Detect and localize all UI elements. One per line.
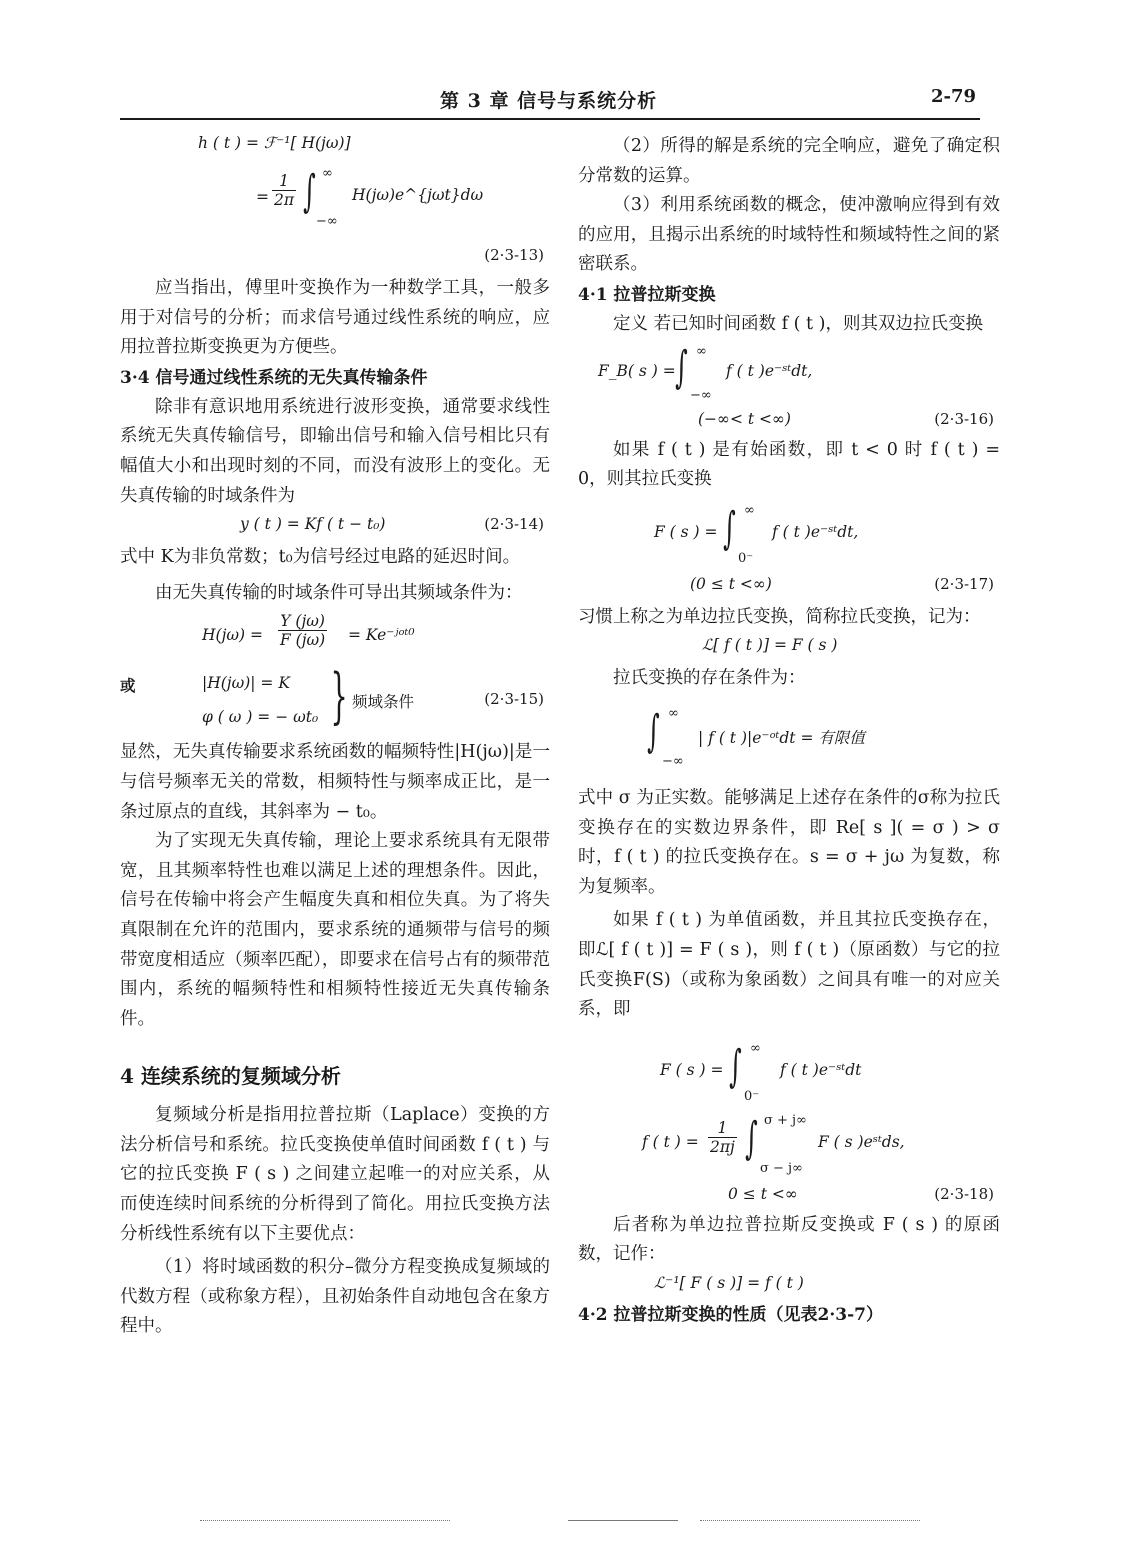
equation-2-3-15: 或 |H(jω)| = K φ ( ω ) = − ωt₀ } 频域条件 (2·3-15)	[120, 661, 544, 732]
equation-frequency-response: H(jω) = $\frac{Y (j\omega)}{F (j\omega)}$ = Ke⁻ʲᵒᵗ⁰	[202, 612, 415, 650]
left-column	[120, 132, 550, 1342]
paragraph: 定义 若已知时间函数 f ( t )，则其双边拉氏变换	[613, 313, 983, 334]
paragraph: 如果 f ( t ) 为单值函数，并且其拉氏变换存在，即ℒ[ f ( t )] = F ( s )，则 f ( t )（原函数）与它的拉氏变换F(S)（或称为象函数）之间具有唯一的对应关系，即	[578, 910, 1000, 1020]
section-heading-4-1: 4·1 拉普拉斯变换	[578, 284, 716, 305]
paragraph: 应当指出，傅里叶变换作为一种数学工具，一般多用于对信号的分析；而求信号通过线性系统的响应，应用拉普拉斯变换更为方便些。	[120, 278, 550, 358]
page-number: 2-79	[930, 86, 976, 107]
scan-artifact-line	[568, 1520, 678, 1521]
paragraph: 后者称为单边拉普拉斯反变换或 F ( s ) 的原函数，记作：	[578, 1214, 1000, 1265]
section-heading-4: 4 连续系统的复频域分析	[120, 1064, 341, 1089]
equation-2-3-17: F ( s ) = ∫ ∞ 0⁻ f ( t )e⁻ˢᵗdt, (0 ≤ t <∞) (2·3-17)	[654, 502, 994, 593]
equation-laplace-notation: ℒ[ f ( t )] = F ( s )	[702, 636, 838, 655]
equation-2-3-14: y ( t ) = Kf ( t − t₀) (2·3-14)	[240, 515, 544, 534]
page-header	[120, 84, 980, 120]
paragraph: 由无失真传输的时域条件可导出其频域条件为：	[155, 582, 523, 603]
paragraph: 式中 σ 为正实数。能够满足上述存在条件的σ称为拉氏变换存在的实数边界条件，即 Re[ s ]( = σ ) > σ 时，f ( t ) 的拉氏变换存在。s = σ + jω 为复数，称为复频率。	[578, 787, 1000, 897]
paragraph: 显然，无失真传输要求系统函数的幅频特性|H(jω)|是一与信号频率无关的常数，相频特性与频率成正比，是一条过原点的直线，其斜率为 − t₀。	[120, 742, 550, 822]
scan-artifact-line	[700, 1520, 920, 1521]
paragraph: （1）将时域函数的积分–微分方程变换成复频域的代数方程（或称象方程），且初始条件自动地包含在象方程中。	[120, 1257, 550, 1337]
equation-inverse-laplace: ℒ⁻¹[ F ( s )] = f ( t )	[654, 1273, 804, 1292]
scan-artifact-line	[200, 1520, 450, 1521]
paragraph: （3）利用系统函数的概念，使冲激响应得到有效的应用，且揭示出系统的时域特性和频域特性之间的紧密联系。	[578, 195, 1000, 275]
paragraph: （2）所得的解是系统的完全响应，避免了确定积分常数的运算。	[578, 136, 1000, 186]
section-heading-4-2: 4·2 拉普拉斯变换的性质（见表2·3-7）	[578, 1304, 883, 1325]
paragraph: 除非有意识地用系统进行波形变换，通常要求线性系统无失真传输信号，即输出信号和输入信号相比只有幅值大小和出现时刻的不同，而没有波形上的变化。无失真传输的时域条件为	[120, 396, 550, 506]
chapter-title: 第 3 章 信号与系统分析	[440, 90, 658, 112]
paragraph: 拉氏变换的存在条件为：	[613, 668, 806, 689]
paragraph: 式中 K为非负常数；t₀为信号经过电路的延迟时间。	[120, 547, 521, 568]
equation-existence: ∫ ∞ −∞ | f ( t )|e⁻ᵒᵗdt = 有限值	[647, 705, 865, 769]
paragraph: 习惯上称之为单边拉氏变换，简称拉氏变换，记为：	[578, 606, 981, 627]
right-column	[578, 132, 1000, 1330]
equation-2-3-13-line1: h ( t ) = ℱ⁻¹[ H(jω)]	[198, 134, 351, 152]
paragraph: 如果 f ( t ) 是有始函数，即 t < 0 时 f ( t ) = 0，则其拉氏变换	[578, 439, 1000, 490]
paragraph: 为了实现无失真传输，理论上要求系统具有无限带宽，且其频率特性也难以满足上述的理想条件。因此，信号在传输中将会产生幅度失真和相位失真。为了将失真限制在允许的范围内，要求系统的通频带与信号的频带宽度相适应（频率匹配），即要求在信号占有的频带范围内，系统的幅频特性和相频特性接近无失真传输条件。	[120, 831, 550, 1029]
equation-2-3-18: F ( s ) = ∫ ∞ 0⁻ f ( t )e⁻ˢᵗdt f ( t ) = $\frac{1}{2\pi j}$ ∫ σ + j∞ σ − j∞ F ( s )eˢᵗds, 0 ≤ t <∞ (2·3-18)	[642, 1040, 994, 1203]
equation-2-3-16: F_B( s ) = ∫ ∞ −∞ f ( t )e⁻ˢᵗdt, (−∞< t <∞) (2·3-16)	[598, 341, 994, 428]
equation-number: (2·3-13)	[484, 246, 544, 264]
section-heading-3-4: 3·4 信号通过线性系统的无失真传输条件	[120, 367, 428, 388]
equation-2-3-13-integral: = $\frac{1}{2\pi}$ ∫ ∞ −∞ H(jω)e^{jωt}dω	[256, 166, 484, 229]
paragraph: 复频域分析是指用拉普拉斯（Laplace）变换的方法分析信号和系统。拉氏变换使单值时间函数 f ( t ) 与它的拉氏变换 F ( s ) 之间建立起唯一的对应关系，从而使连续时间系统的分析得到了简化。用拉氏变换方法分析线性系统有以下主要优点：	[120, 1105, 550, 1244]
